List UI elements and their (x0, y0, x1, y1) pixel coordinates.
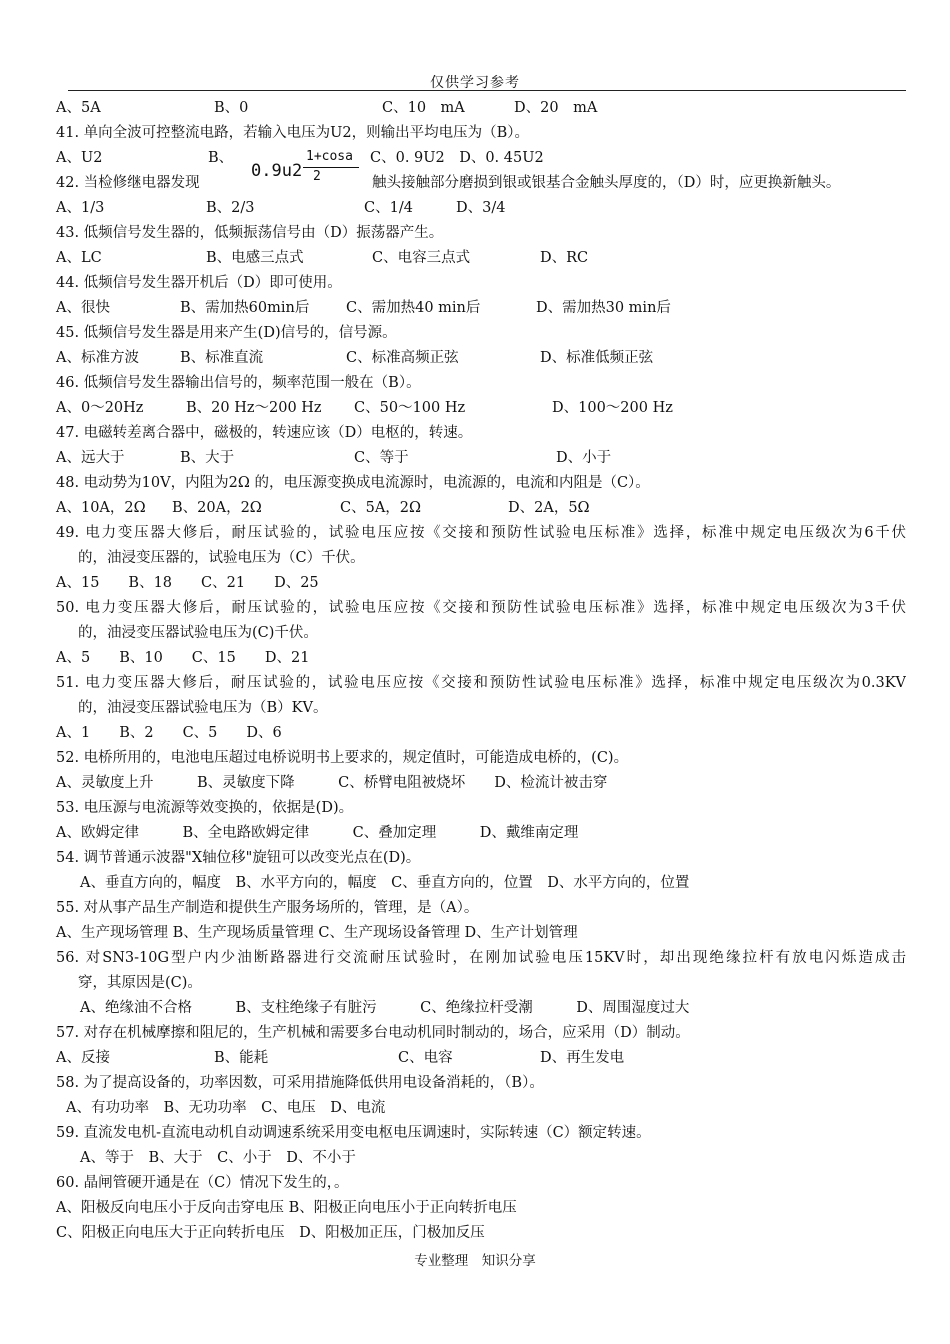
options-line: A、1 B、2 C、5 D、6 (56, 725, 282, 741)
options-line: A、阳极反向电压小于反向击穿电压 B、阳极正向电压小于正向转折电压 (56, 1200, 517, 1216)
option: B、标准直流 (180, 350, 264, 366)
formula-denominator: 2 (313, 169, 321, 184)
option: C、0. 9U2 D、0. 45U2 (370, 150, 544, 166)
option: B、能耗 (214, 1050, 269, 1066)
options-line (56, 496, 906, 521)
option: D、2A，5Ω (508, 500, 590, 516)
option: A、标准方波 (56, 350, 139, 366)
question-50-cont: 的，油浸变压器试验电压为(C)千伏。 (78, 625, 318, 641)
formula-lead: 0.9u2 (251, 161, 303, 181)
question-57: 57. 对存在机械摩擦和阻尼的，生产机械和需要多台电动机同时制动的，场合，应采用（D）制动。 (56, 1025, 690, 1041)
option: C、10 mA (382, 100, 465, 116)
option: B、大于 (180, 450, 235, 466)
option: A、远大于 (56, 450, 125, 466)
option: A、5A (56, 100, 101, 116)
options-line (56, 246, 906, 271)
options-line (56, 196, 906, 221)
question-43: 43. 低频信号发生器的，低频振荡信号由（D）振荡器产生。 (56, 225, 444, 241)
question-49-cont: 的，油浸变压器的，试验电压为（C）千伏。 (78, 550, 365, 566)
question-42 (56, 171, 906, 196)
document-body (56, 96, 906, 1246)
question-60: 60. 晶闸管硬开通是在（C）情况下发生的，。 (56, 1175, 349, 1191)
question-59: 59. 直流发电机-直流电动机自动调速系统采用变电枢电压调速时，实际转速（C）额定转速。 (56, 1125, 651, 1141)
option: D、再生发电 (540, 1050, 625, 1066)
page-footer: 专业整理 知识分享 (414, 1253, 536, 1269)
question-50: 50. 电力变压器大修后，耐压试验的，试验电压应按《交接和预防性试验电压标准》选择，标准中规定电压级次为3千伏 (56, 600, 906, 616)
question-56: 56. 对SN3-10G型户内少油断路器进行交流耐压试验时，在刚加试验电压15KV时，却出现绝缘拉杆有放电闪烁造成击 (56, 950, 906, 966)
options-line: A、等于 B、大于 C、小于 D、不小于 (80, 1150, 356, 1166)
options-line (56, 446, 906, 471)
option: D、3/4 (456, 200, 506, 216)
option: A、LC (56, 250, 102, 266)
question-54: 54. 调节普通示波器"X轴位移"旋钮可以改变光点在(D)。 (56, 850, 421, 866)
option: B、20A，2Ω (172, 500, 262, 516)
option: C、等于 (354, 450, 409, 466)
option: A、很快 (56, 300, 110, 316)
question-47: 47. 电磁转差离合器中，磁极的，转速应该（D）电枢的，转速。 (56, 425, 473, 441)
options-line: C、阳极正向电压大于正向转折电压 D、阳极加正压，门极加反压 (56, 1225, 485, 1241)
question-49: 49. 电力变压器大修后，耐压试验的，试验电压应按《交接和预防性试验电压标准》选择，标准中规定电压级次为6千伏 (56, 525, 906, 541)
options-line: A、灵敏度上升 B、灵敏度下降 C、桥臂电阻被烧坏 D、检流计被击穿 (56, 775, 608, 791)
option: A、10A，2Ω (56, 500, 146, 516)
question-55: 55. 对从事产品生产制造和提供生产服务场所的，管理，是（A）。 (56, 900, 479, 916)
question-42-start: 42. 当检修继电器发现 (56, 175, 200, 191)
options-line (56, 1046, 906, 1071)
option: A、0～20Hz (56, 400, 144, 416)
option: A、U2 (56, 150, 103, 166)
question-42-end: 触头接触部分磨损到银或银基合金触头厚度的，（D）时，应更换新触头。 (372, 175, 841, 191)
question-41: 41. 单向全波可控整流电路，若输入电压为U2，则输出平均电压为（B）。 (56, 125, 530, 141)
option: D、标准低频正弦 (540, 350, 654, 366)
option: C、电容三点式 (372, 250, 471, 266)
options-line: A、绝缘油不合格 B、支柱绝缘子有脏污 C、绝缘拉杆受潮 D、周围湿度过大 (80, 1000, 690, 1016)
option: D、20 mA (514, 100, 598, 116)
question-52: 52. 电桥所用的，电池电压超过电桥说明书上要求的，规定值时，可能造成电桥的，(C)。 (56, 750, 629, 766)
option: B、需加热60min后 (180, 300, 310, 316)
options-line (56, 96, 906, 121)
options-line: A、15 B、18 C、21 D、25 (56, 575, 319, 591)
question-58: 58. 为了提高设备的，功率因数，可采用措施降低供用电设备消耗的，（B）。 (56, 1075, 544, 1091)
options-line (56, 396, 906, 421)
question-56-cont: 穿，其原因是(C)。 (78, 975, 202, 991)
options-line (56, 346, 906, 371)
option: C、1/4 (364, 200, 413, 216)
question-45: 45. 低频信号发生器是用来产生(D)信号的，信号源。 (56, 325, 397, 341)
option: B、20 Hz～200 Hz (186, 400, 322, 416)
formula-numerator: 1+cosa (306, 149, 353, 164)
question-46: 46. 低频信号发生器输出信号的，频率范围一般在（B）。 (56, 375, 421, 391)
options-line: A、生产现场管理 B、生产现场质量管理 C、生产现场设备管理 D、生产计划管理 (56, 925, 578, 941)
option: C、50～100 Hz (354, 400, 466, 416)
option: B、2/3 (206, 200, 255, 216)
option: D、100～200 Hz (552, 400, 673, 416)
option: D、小于 (556, 450, 612, 466)
option: A、反接 (56, 1050, 110, 1066)
options-line: A、垂直方向的，幅度 B、水平方向的，幅度 C、垂直方向的，位置 D、水平方向的，位置 (80, 875, 690, 891)
options-line: A、5 B、10 C、15 D、21 (56, 650, 310, 666)
options-line (56, 296, 906, 321)
question-51: 51. 电力变压器大修后，耐压试验的，试验电压应按《交接和预防性试验电压标准》选择，标准中规定电压级次为0.3KV (56, 675, 906, 691)
header-rule (68, 90, 906, 91)
option: C、5A，2Ω (340, 500, 422, 516)
question-48: 48. 电动势为10V，内阻为2Ω 的，电压源变换成电流源时，电流源的，电流和内阻是（C）。 (56, 475, 650, 491)
option: D、需加热30 min后 (536, 300, 671, 316)
option: A、1/3 (56, 200, 105, 216)
question-51-cont: 的，油浸变压器试验电压为（B）KV。 (78, 700, 328, 716)
option: C、需加热40 min后 (346, 300, 481, 316)
option: C、电容 (398, 1050, 453, 1066)
question-44: 44. 低频信号发生器开机后（D）即可使用。 (56, 275, 342, 291)
options-line: A、欧姆定律 B、全电路欧姆定律 C、叠加定理 D、戴维南定理 (56, 825, 579, 841)
option: B、电感三点式 (206, 250, 304, 266)
options-line: A、有功功率 B、无功功率 C、电压 D、电流 (66, 1100, 386, 1116)
option: B、 (208, 150, 234, 166)
option: B、0 (214, 100, 249, 116)
option: D、RC (540, 250, 589, 266)
option: C、标准高频正弦 (346, 350, 459, 366)
question-53: 53. 电压源与电流源等效变换的，依据是(D)。 (56, 800, 354, 816)
page-header: 仅供学习参考 (430, 75, 520, 91)
options-line (56, 146, 906, 171)
